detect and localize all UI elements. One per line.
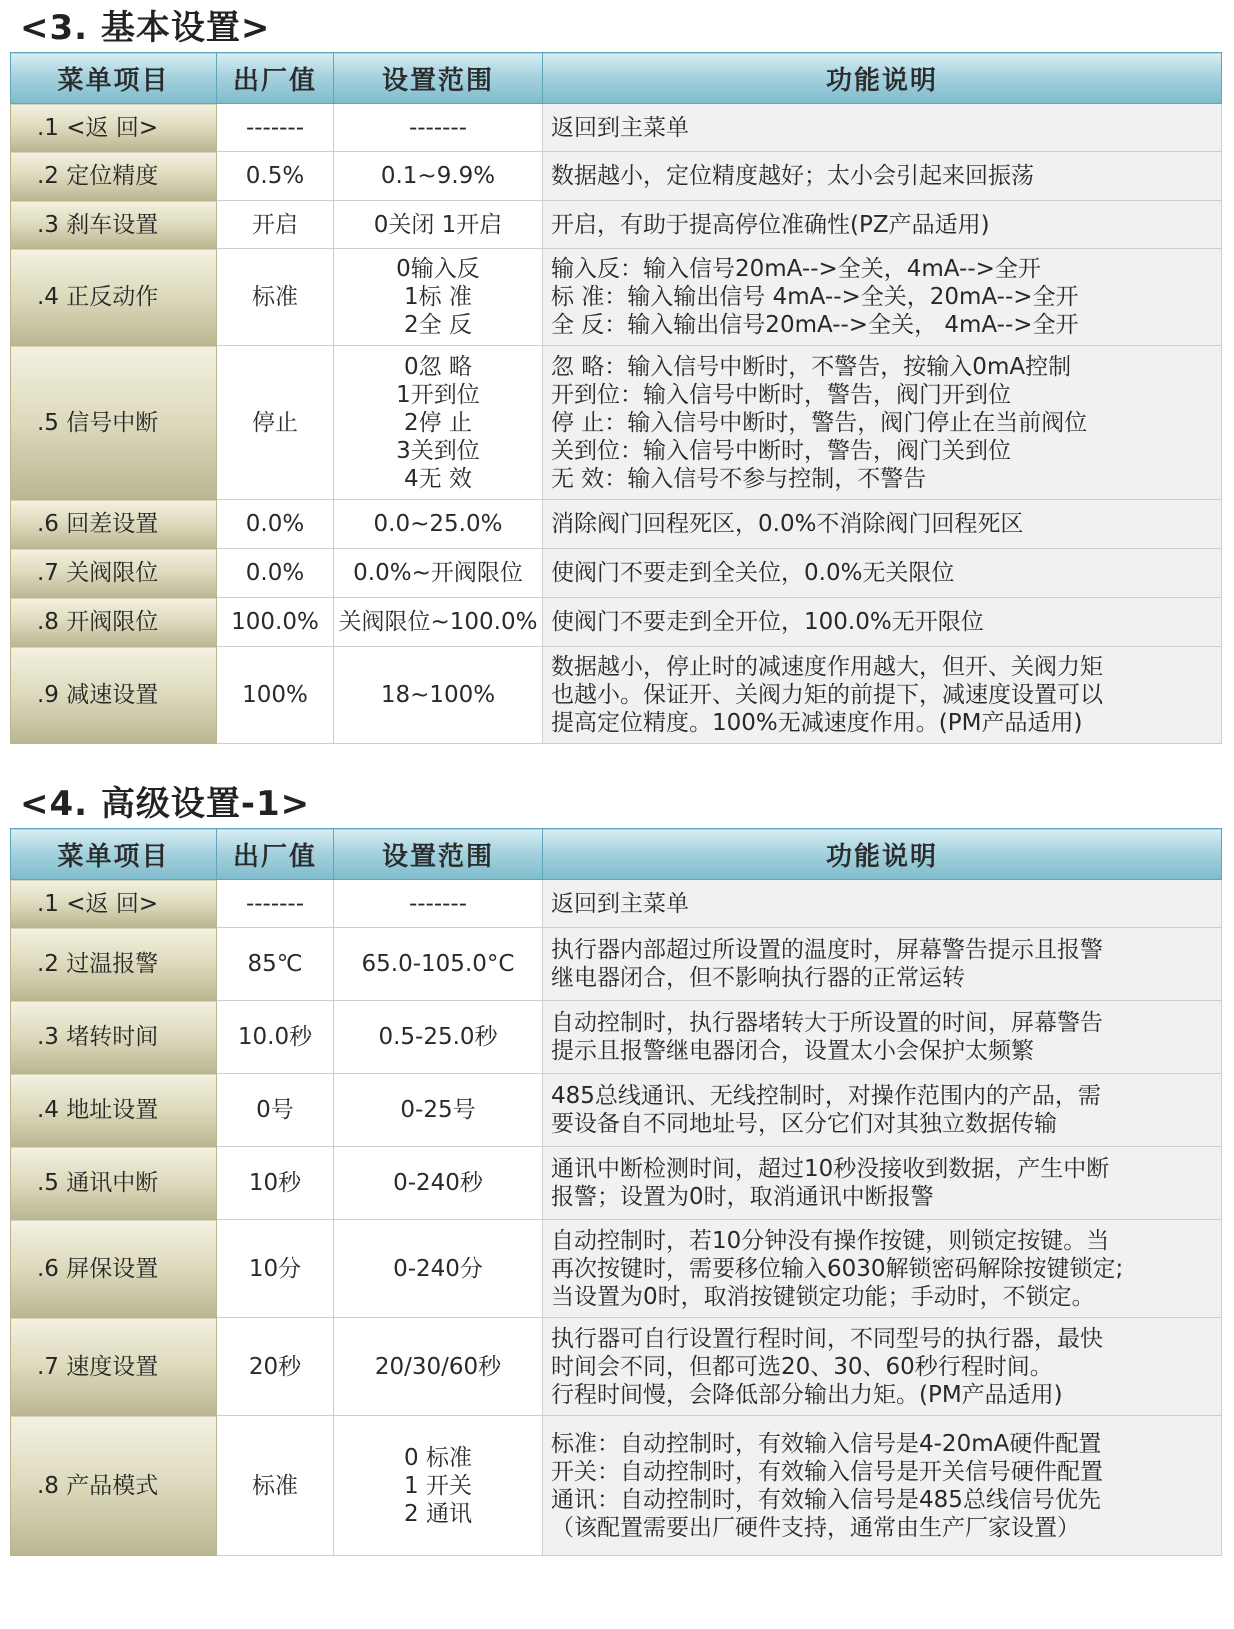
function-description-cell	[543, 201, 1222, 249]
description-line: 输入反：输入信号20mA-->全关，4mA-->全开	[551, 256, 1041, 282]
menu-item-cell: .6 屏保设置	[11, 1220, 217, 1318]
factory-value-cell: 100.0%	[217, 598, 334, 647]
description-line: 通讯：自动控制时，有效输入信号是485总线信号优先	[551, 1486, 1101, 1513]
advanced-settings-section	[10, 780, 1222, 1556]
description-line: 报警；设置为0时，取消通讯中断报警	[551, 1184, 934, 1210]
menu-item-cell: .2 过温报警	[11, 928, 217, 1001]
range-line: 4无 效	[404, 465, 472, 492]
description-line: 使阀门不要走到全关位，0.0%无关限位	[551, 560, 955, 586]
table-body	[11, 104, 1222, 744]
function-description-cell	[543, 1318, 1222, 1416]
function-description-cell	[543, 104, 1222, 152]
setting-range-cell	[334, 928, 543, 1001]
header-factory-value: 出厂值	[217, 829, 334, 880]
function-description-cell	[543, 346, 1222, 500]
header-function-description: 功能说明	[543, 829, 1222, 880]
function-description-cell	[543, 249, 1222, 346]
header-menu-item: 菜单项目	[11, 829, 217, 880]
description-line: 再次按键时，需要移位输入6030解锁密码解除按键锁定;	[551, 1255, 1124, 1282]
range-line: 0输入反	[396, 256, 480, 282]
range-line: 0.0~25.0%	[373, 511, 503, 537]
setting-range-cell	[334, 1318, 543, 1416]
description-line: 要设备自不同地址号，区分它们对其独立数据传输	[551, 1111, 1057, 1137]
range-line: 1标 准	[404, 284, 472, 310]
table-row	[11, 500, 1222, 549]
range-line: 2停 止	[404, 409, 472, 436]
menu-item-cell: .9 减速设置	[11, 647, 217, 744]
table-row	[11, 346, 1222, 500]
setting-range-cell	[334, 249, 543, 346]
description-line: 使阀门不要走到全开位，100.0%无开限位	[551, 609, 984, 635]
section-title: <4. 高级设置-1>	[20, 784, 311, 824]
factory-value-cell: -------	[217, 104, 334, 152]
range-line: 2全 反	[404, 312, 472, 338]
description-line: 继电器闭合，但不影响执行器的正常运转	[551, 965, 965, 991]
range-line: 18~100%	[380, 682, 496, 708]
range-line: 2 通讯	[404, 1500, 472, 1527]
table-row	[11, 152, 1222, 201]
factory-value-cell: 0号	[217, 1074, 334, 1147]
description-line: 时间会不同，但都可选20、30、60秒行程时间。	[551, 1353, 1053, 1380]
setting-range-cell	[334, 1147, 543, 1220]
table-row	[11, 1074, 1222, 1147]
function-description-cell	[543, 647, 1222, 744]
range-line: 1开到位	[396, 381, 480, 408]
header-setting-range: 设置范围	[334, 829, 543, 880]
range-line: -------	[408, 114, 468, 141]
setting-range-cell	[334, 598, 543, 647]
factory-value-cell: 标准	[217, 1416, 334, 1556]
range-line: 0-240分	[393, 1255, 483, 1282]
factory-value-cell: 0.0%	[217, 549, 334, 598]
menu-item-cell: .1 <返 回>	[11, 104, 217, 152]
function-description-cell	[543, 880, 1222, 928]
description-line: 提示且报警继电器闭合，设置太小会保护太频繁	[551, 1038, 1034, 1064]
factory-value-cell: 20秒	[217, 1318, 334, 1416]
menu-item-cell: .5 信号中断	[11, 346, 217, 500]
table-row	[11, 928, 1222, 1001]
menu-item-cell: .8 开阀限位	[11, 598, 217, 647]
table-row	[11, 647, 1222, 744]
range-line: 20/30/60秒	[374, 1353, 502, 1380]
table-header-row	[11, 53, 1222, 104]
range-line: 0忽 略	[404, 353, 472, 380]
menu-item-cell: .2 定位精度	[11, 152, 217, 201]
description-line: 开启，有助于提高停位准确性(PZ产品适用)	[551, 211, 990, 238]
menu-item-cell: .3 堵转时间	[11, 1001, 217, 1074]
range-line: 65.0-105.0°C	[361, 951, 515, 977]
description-line: 忽 略：输入信号中断时，不警告，按输入0mA控制	[551, 353, 1072, 380]
table-row	[11, 1318, 1222, 1416]
table-row	[11, 1220, 1222, 1318]
factory-value-cell: 0.5%	[217, 152, 334, 201]
table-row	[11, 1147, 1222, 1220]
function-description-cell	[543, 1001, 1222, 1074]
range-line: 关阀限位~100.0%	[338, 609, 538, 635]
menu-item-cell: .6 回差设置	[11, 500, 217, 549]
setting-range-cell	[334, 104, 543, 152]
description-line: 当设置为0时，取消按键锁定功能；手动时，不锁定。	[551, 1283, 1095, 1310]
description-line: 关到位：输入信号中断时，警告，阀门关到位	[551, 437, 1011, 464]
function-description-cell	[543, 549, 1222, 598]
function-description-cell	[543, 1220, 1222, 1318]
description-line: 全 反：输入输出信号20mA-->全关， 4mA-->全开	[551, 312, 1079, 338]
description-line: 消除阀门回程死区，0.0%不消除阀门回程死区	[551, 511, 1024, 537]
table-row	[11, 201, 1222, 249]
basic-settings-section	[10, 4, 1222, 744]
description-line: 485总线通讯、无线控制时，对操作范围内的产品，需	[551, 1083, 1101, 1109]
description-line: 开关：自动控制时，有效输入信号是开关信号硬件配置	[551, 1458, 1103, 1485]
table-row	[11, 549, 1222, 598]
table-body	[11, 880, 1222, 1556]
description-line: 自动控制时，执行器堵转大于所设置的时间，屏幕警告	[551, 1010, 1103, 1036]
header-function-description: 功能说明	[543, 53, 1222, 104]
setting-range-cell	[334, 1416, 543, 1556]
description-line: 执行器内部超过所设置的温度时，屏幕警告提示且报警	[551, 937, 1103, 963]
description-line: 行程时间慢，会降低部分输出力矩。(PM产品适用)	[551, 1381, 1063, 1408]
range-line: 0.0%~开阀限位	[353, 560, 523, 586]
description-line: 开到位：输入信号中断时，警告，阀门开到位	[551, 381, 1011, 408]
menu-item-cell: .8 产品模式	[11, 1416, 217, 1556]
menu-item-cell: .7 速度设置	[11, 1318, 217, 1416]
range-line: -------	[408, 890, 468, 917]
table-row	[11, 598, 1222, 647]
setting-range-cell	[334, 1220, 543, 1318]
header-menu-item: 菜单项目	[11, 53, 217, 104]
factory-value-cell: 开启	[217, 201, 334, 249]
factory-value-cell: 停止	[217, 346, 334, 500]
description-line: （该配置需要出厂硬件支持，通常由生产厂家设置）	[551, 1514, 1080, 1541]
basic-settings-table	[10, 52, 1222, 744]
setting-range-cell	[334, 346, 543, 500]
description-line: 自动控制时，若10分钟没有操作按键，则锁定按键。当	[551, 1227, 1110, 1254]
setting-range-cell	[334, 1001, 543, 1074]
table-row	[11, 880, 1222, 928]
range-line: 1 开关	[404, 1472, 472, 1499]
setting-range-cell	[334, 880, 543, 928]
setting-range-cell	[334, 152, 543, 201]
menu-item-cell: .4 地址设置	[11, 1074, 217, 1147]
setting-range-cell	[334, 647, 543, 744]
factory-value-cell: 100%	[217, 647, 334, 744]
description-line: 标准：自动控制时，有效输入信号是4-20mA硬件配置	[551, 1430, 1102, 1457]
factory-value-cell: 10秒	[217, 1147, 334, 1220]
function-description-cell	[543, 598, 1222, 647]
table-row	[11, 104, 1222, 152]
factory-value-cell: 10.0秒	[217, 1001, 334, 1074]
menu-item-cell: .3 刹车设置	[11, 201, 217, 249]
setting-range-cell	[334, 1074, 543, 1147]
range-line: 0-25号	[400, 1097, 476, 1123]
table-row	[11, 1001, 1222, 1074]
factory-value-cell: -------	[217, 880, 334, 928]
header-setting-range: 设置范围	[334, 53, 543, 104]
function-description-cell	[543, 152, 1222, 201]
factory-value-cell: 0.0%	[217, 500, 334, 549]
setting-range-cell	[334, 201, 543, 249]
description-line: 标 准：输入输出信号 4mA-->全关，20mA-->全开	[551, 284, 1079, 310]
description-line: 返回到主菜单	[551, 114, 689, 141]
range-line: 0 标准	[404, 1444, 472, 1471]
range-line: 0.5-25.0秒	[378, 1024, 498, 1050]
setting-range-cell	[334, 500, 543, 549]
table-header-row	[11, 829, 1222, 880]
menu-item-cell: .1 <返 回>	[11, 880, 217, 928]
description-line: 执行器可自行设置行程时间，不同型号的执行器，最快	[551, 1325, 1103, 1352]
range-line: 0关闭 1开启	[373, 211, 503, 238]
factory-value-cell: 85℃	[217, 928, 334, 1001]
header-factory-value: 出厂值	[217, 53, 334, 104]
menu-item-cell: .4 正反动作	[11, 249, 217, 346]
section-title: <3. 基本设置>	[20, 8, 271, 48]
description-line: 停 止：输入信号中断时，警告，阀门停止在当前阀位	[551, 409, 1088, 436]
description-line: 通讯中断检测时间，超过10秒没接收到数据，产生中断	[551, 1156, 1110, 1182]
table-row	[11, 249, 1222, 346]
menu-item-cell: .5 通讯中断	[11, 1147, 217, 1220]
factory-value-cell: 标准	[217, 249, 334, 346]
description-line: 返回到主菜单	[551, 890, 689, 917]
description-line: 数据越小，停止时的减速度作用越大，但开、关阀力矩	[551, 654, 1103, 680]
menu-item-cell: .7 关阀限位	[11, 549, 217, 598]
function-description-cell	[543, 1147, 1222, 1220]
range-line: 3关到位	[396, 437, 480, 464]
function-description-cell	[543, 1416, 1222, 1556]
factory-value-cell: 10分	[217, 1220, 334, 1318]
description-line: 提高定位精度。100%无减速度作用。(PM产品适用)	[551, 710, 1083, 736]
setting-range-cell	[334, 549, 543, 598]
function-description-cell	[543, 1074, 1222, 1147]
description-line: 无 效：输入信号不参与控制，不警告	[551, 465, 927, 492]
description-line: 数据越小，定位精度越好；太小会引起来回振荡	[551, 163, 1034, 189]
table-row	[11, 1416, 1222, 1556]
function-description-cell	[543, 928, 1222, 1001]
range-line: 0-240秒	[393, 1170, 483, 1196]
range-line: 0.1~9.9%	[380, 163, 496, 189]
advanced-settings-table	[10, 828, 1222, 1556]
description-line: 也越小。保证开、关阀力矩的前提下，减速度设置可以	[551, 682, 1103, 708]
function-description-cell	[543, 500, 1222, 549]
